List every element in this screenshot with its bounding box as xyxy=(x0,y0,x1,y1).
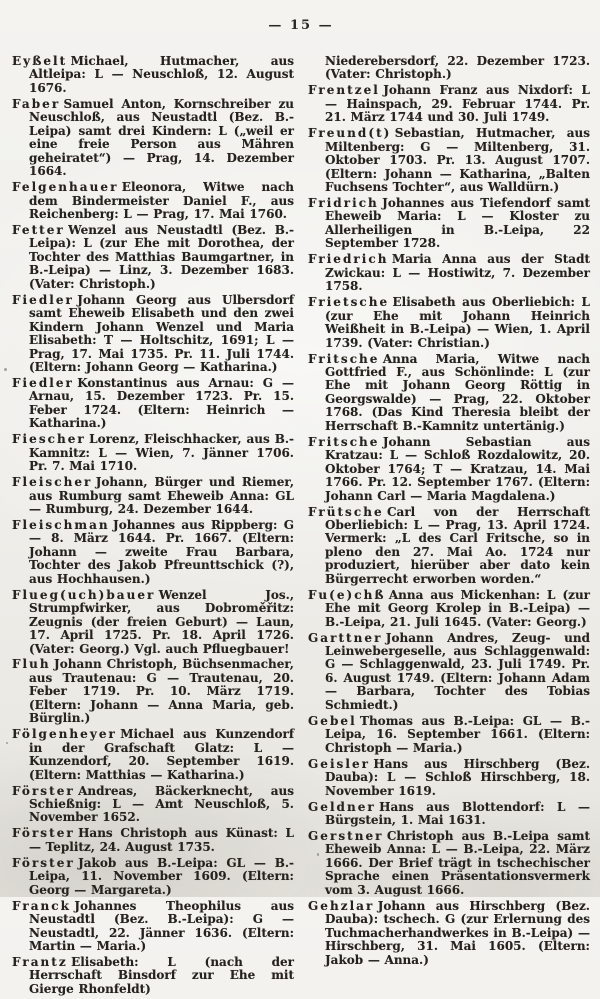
register-entry xyxy=(12,519,294,586)
entry-surname: Förster xyxy=(12,783,75,798)
scan-speck-artifact xyxy=(317,853,319,856)
register-entry xyxy=(12,728,294,782)
entry-text: Hans aus Blottendorf: L — Bürgstein, 1. Mai 1631. xyxy=(325,799,590,827)
entry-surname: Fleischman xyxy=(12,517,110,532)
entry-text: Eleonora, Witwe nach dem Bindermeister Daniel F., aus Reichenberg: L — Prag, 17. Mai 1760. xyxy=(29,180,294,221)
entry-surname: Fritsche xyxy=(308,434,380,449)
register-entry xyxy=(12,589,294,656)
register-entry xyxy=(12,294,294,375)
register-entry xyxy=(12,476,294,516)
register-entry xyxy=(12,224,294,291)
entry-text: Johann aus Hirschberg (Bez. Dauba): tschech. G (zur Erlernung des Tuchmacherhandwerkes in B.-Leipa) — Hirschberg, 31. Mai 1605. (Eltern: Jakob — Anna.) xyxy=(325,898,590,967)
entry-surname: Fridrich xyxy=(308,196,379,211)
entry-text: Elisabeth: L (nach der Herrschaft Binsdorf zur Ehe mit Gierge Rhonfeldt) xyxy=(29,955,294,996)
register-entry xyxy=(308,801,590,828)
entry-surname: Fiescher xyxy=(12,432,86,447)
register-entry xyxy=(308,127,590,194)
register-entry xyxy=(308,436,590,503)
register-entry xyxy=(308,632,590,713)
register-entry xyxy=(308,715,590,755)
entry-text: Konstantinus aus Arnau: G — Arnau, 15. Dezember 1723. Pr. 15. Feber 1724. (Eltern: Heinrich — Katharina.) xyxy=(29,375,294,431)
register-entry xyxy=(308,84,590,124)
entry-text: Johann Georg aus Ulbersdorf samt Eheweib Elisabeth und den zwei Kindern Johann Wenzel und Maria Elisabeth: T — Holtschitz, 1691; L — Prag, 17. Mai 1735. Pr. 11. Juli 1744. (Eltern: Johann Georg — Katharina.) xyxy=(29,292,294,374)
entry-surname: Felgenhauer xyxy=(12,180,119,195)
entry-surname: Förster xyxy=(12,855,75,870)
entry-surname: Förster xyxy=(12,826,75,841)
entry-surname: Garttner xyxy=(308,630,383,645)
entry-text: Thomas aus B.-Leipa: GL — B.-Leipa, 16. September 1661. (Eltern: Christoph — Maria.) xyxy=(325,713,590,755)
entry-surname: Eyßelt xyxy=(12,54,68,68)
register-entry xyxy=(308,253,590,293)
entry-text: Johannes Theophilus aus Neustadtl (Bez. B.-Leipa): G — Neustadtl, 22. Jänner 1636. (Eltern: Martin — Maria.) xyxy=(29,898,294,954)
entry-surname: Friedrich xyxy=(308,252,389,267)
entry-text: Wenzel Jos., Strumpfwirker, aus Dobroměřitz: Zeugnis (der freien Geburt) — Laun, 17. April 1725. Pr. 18. April 1726. (Vater: Georg.) Vgl. auch Pfluegbauer! xyxy=(29,587,294,656)
register-entry xyxy=(12,857,294,897)
register-entry xyxy=(12,658,294,725)
entry-surname: Gebel xyxy=(308,713,357,728)
entry-text: Anna Maria, Witwe nach Gottfried F., aus Schönlinde: L (zur Ehe mit Johann Georg Röttig in Georgswalde) — Prag, 22. Oktober 1768. (Das Kind Theresia bleibt der Herrschaft B.-Kamnitz untertänig.) xyxy=(325,351,590,433)
entry-text: Niederebersdorf, 22. Dezember 1723. (Vater: Christoph.) xyxy=(325,54,590,82)
entry-surname: Freund(t) xyxy=(308,126,392,141)
entry-surname: Flueg(uch)bauer xyxy=(12,587,156,602)
register-entry xyxy=(308,589,590,629)
register-entry xyxy=(308,758,590,798)
entry-text: Johann Christoph, Büchsenmacher, aus Trautenau: G — Trautenau, 20. Feber 1719. Pr. 10. März 1719. (Eltern: Johann — Anna Maria, geb. Bürglin.) xyxy=(29,657,294,726)
entry-surname: Frütsche xyxy=(308,504,384,519)
entry-text: Johann, Bürger und Riemer, aus Rumburg samt Eheweib Anna: GL — Rumburg, 24. Dezember 1644. xyxy=(29,475,294,516)
entry-surname: Fleischer xyxy=(12,475,93,490)
entry-text: Johann Franz aus Nixdorf: L — Hainspach, 29. Februar 1744. Pr. 21. März 1744 und 30. Juli 1749. xyxy=(325,83,590,125)
register-entry xyxy=(308,506,590,587)
entry-text: Sebastian, Hutmacher, aus Miltenberg: G — Miltenberg, 31. Oktober 1703. Pr. 13. August 1707. (Eltern: Johann — Katharina, „Balten Fuchsens Tochter“, aus Walldürn.) xyxy=(325,126,590,195)
entry-surname: Fu(e)chß xyxy=(308,587,386,602)
entry-surname: Fetter xyxy=(12,222,65,237)
register-entry xyxy=(308,296,590,350)
entry-text: Lorenz, Fleischhacker, aus B.-Kamnitz: L — Wien, 7. Jänner 1706. Pr. 7. Mai 1710. xyxy=(29,432,294,474)
entry-text: Johann Sebastian aus Kratzau: L — Schloß Rozdalowitz, 20. Oktober 1764; T — Kratzau, 14. Mai 1766. Pr. 12. September 1767. (Eltern: Johann Carl — Maria Magdalena.) xyxy=(325,434,590,503)
entry-text: Anna aus Mickenhan: L (zur Ehe mit Georg Krolep in B.-Leipa) — B.-Leipa, 21. Juli 1645. (Vater: Georg.) xyxy=(325,587,590,629)
register-entry xyxy=(308,197,590,251)
entry-surname: Geisler xyxy=(308,756,370,771)
entry-surname: Faber xyxy=(12,96,61,111)
entry-text: Hans aus Hirschberg (Bez. Dauba): L — Schloß Hirschberg, 18. November 1619. xyxy=(325,756,590,798)
register-entry xyxy=(308,353,590,434)
entry-surname: Frentzel xyxy=(308,83,380,98)
register-entry xyxy=(308,900,590,967)
entry-text: Maria Anna aus der Stadt Zwickau: L — Hostiwitz, 7. Dezember 1758. xyxy=(325,252,590,294)
entry-text: Andreas, Bäckerknecht, aus Schießnig: L — Amt Neuschloß, 5. November 1652. xyxy=(29,783,294,825)
entry-surname: Frietsche xyxy=(308,295,390,310)
entry-text: Michael aus Kunzendorf in der Grafschaft Glatz: L — Kunzendorf, 20. September 1619. (Eltern: Matthias — Katharina.) xyxy=(29,727,294,782)
entry-text: Johannes aus Tiefendorf samt Eheweib Maria: L — Kloster zu Allerheiligen in B.-Leipa, 22 September 1728. xyxy=(325,196,590,251)
entry-text: Elisabeth aus Oberliebich: L (zur Ehe mit Johann Heinrich Weißheit in B.-Leipa) — Wien, 1. April 1739. (Vater: Christian.) xyxy=(325,295,590,350)
scan-speck-artifact xyxy=(4,368,7,371)
entry-surname: Frantz xyxy=(12,955,68,969)
entry-surname: Fölgenheyer xyxy=(12,727,117,742)
entry-text: Johann Andres, Zeug- und Leinwebergeselle, aus Schlaggenwald: G — Schlaggenwald, 23. Juli 1749. Pr. 6. August 1749. (Eltern: Johann Adam — Barbara, Tochter des Tobias Schmiedt.) xyxy=(325,630,590,712)
entry-text: Hans Christoph aus Künast: L — Teplitz, 24. August 1735. xyxy=(29,826,294,854)
register-entry xyxy=(12,433,294,473)
entry-surname: Fiedler xyxy=(12,375,74,390)
scan-speck-artifact xyxy=(6,742,8,744)
entry-surname: Gerstner xyxy=(308,828,384,843)
entry-text: Carl von der Herrschaft Oberliebich: L — Prag, 13. April 1724. Vermerk: „L des Carl Fritsche, so in pleno den 27. Mai Ao. 1724 nur produziert, hierüber aber dato kein Bürgerrecht erworben worden.“ xyxy=(325,504,590,586)
entry-surname: Franck xyxy=(12,898,71,913)
scan-speck-artifact xyxy=(583,56,585,58)
page-number: — 15 — xyxy=(268,18,334,33)
entry-surname: Fritsche xyxy=(308,351,380,366)
entry-surname: Fiedler xyxy=(12,292,74,307)
register-entry xyxy=(12,98,294,179)
register-entry xyxy=(12,827,294,854)
register-entry xyxy=(308,55,590,82)
register-entry xyxy=(308,830,590,897)
left-column xyxy=(12,55,294,999)
right-column xyxy=(308,55,590,969)
register-entry xyxy=(12,181,294,221)
two-column-text-block xyxy=(12,55,590,999)
entry-surname: Gehzlar xyxy=(308,898,375,913)
entry-text: Johannes aus Rippberg: G — 8. März 1644. Pr. 1667. (Eltern: Johann — zweite Frau Barbara, Tochter des Jakob Pfreunttschick (?), aus Hochhausen.) xyxy=(29,517,294,586)
entry-text: Samuel Anton, Kornschreiber zu Neuschloß, aus Neustadtl (Bez. B.-Leipa) samt drei Kindern: L („weil er eine freie Person aus Mähren geheiratet“) — Prag, 14. Dezember 1664. xyxy=(29,96,294,179)
register-entry xyxy=(12,377,294,431)
register-entry xyxy=(12,785,294,825)
register-entry xyxy=(12,900,294,954)
entry-text: Michael, Hutmacher, aus Altleipa: L — Neuschloß, 12. August 1676. xyxy=(29,54,294,95)
register-entry xyxy=(12,55,294,95)
entry-text: Jakob aus B.-Leipa: GL — B.-Leipa, 11. November 1609. (Eltern: Georg — Margareta.) xyxy=(29,855,294,897)
register-entry xyxy=(12,956,294,996)
entry-surname: Geldner xyxy=(308,799,376,814)
entry-surname: Fluh xyxy=(12,657,51,672)
entry-text: Christoph aus B.-Leipa samt Eheweib Anna: L — B.-Leipa, 22. März 1666. Der Brief trägt in tschechischer Sprache einen Präsentationsvermerk vom 3. August 1666. xyxy=(325,828,590,897)
entry-text: Wenzel aus Neustadtl (Bez. B.-Leipa): L (zur Ehe mit Dorothea, der Tochter des Matthias Baumgartner, in B.-Leipa) — Linz, 3. Dezember 1683. (Vater: Christoph.) xyxy=(29,222,294,291)
